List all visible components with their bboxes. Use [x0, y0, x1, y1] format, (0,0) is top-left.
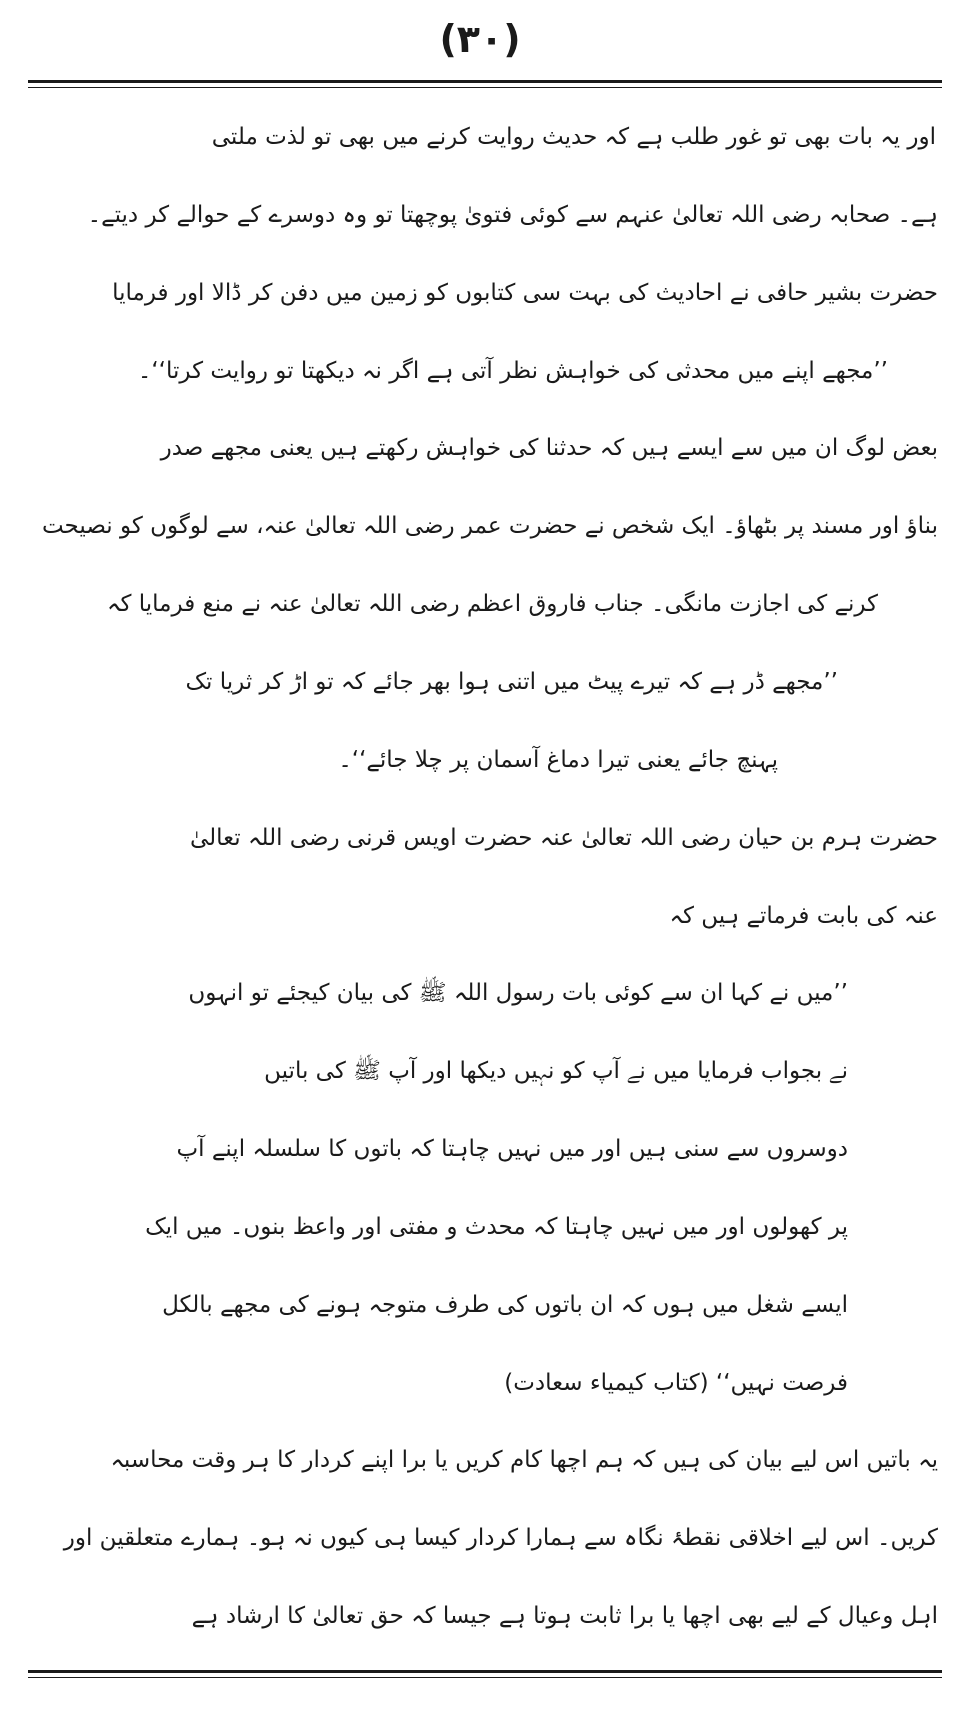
text-line: فرصت نہیں‘‘ (کتاب کیمیاء سعادت)	[504, 1370, 848, 1396]
text-line: کرنے کی اجازت مانگی۔ جناب فاروق اعظم رضی اللہ تعالیٰ عنہ نے منع فرمایا کہ	[107, 591, 878, 617]
text-line: نے بجواب فرمایا میں نے آپ کو نہیں دیکھا اور آپ ﷺ کی باتیں	[264, 1058, 848, 1084]
bottom-rule-thick	[28, 1670, 942, 1673]
text-line: اور یہ بات بھی تو غور طلب ہے کہ حدیث روایت کرنے میں بھی تو لذت ملتی	[211, 124, 936, 150]
text-line: دوسروں سے سنی ہیں اور میں نہیں چاہتا کہ باتوں کا سلسلہ اپنے آپ	[176, 1136, 848, 1162]
page-number: (۳۰)	[439, 17, 521, 61]
text-line: اہل وعیال کے لیے بھی اچھا یا برا ثابت ہوتا ہے جیسا کہ حق تعالیٰ کا ارشاد ہے	[191, 1603, 938, 1629]
text-line: ’’مجھے ڈر ہے کہ تیرے پیٹ میں اتنی ہوا بھر جائے کہ تو اڑ کر ثریا تک	[185, 669, 838, 695]
text-line: یہ باتیں اس لیے بیان کی ہیں کہ ہم اچھا کام کریں یا برا اپنے کردار کا ہر وقت محاسبہ	[110, 1447, 938, 1473]
text-line: بناؤ اور مسند پر بٹھاؤ۔ ایک شخص نے حضرت عمر رضی اللہ تعالیٰ عنہ، سے لوگوں کو نصیحت	[41, 513, 938, 539]
text-line: حضرت بشیر حافی نے احادیث کی بہت سی کتابوں کو زمین میں دفن کر ڈالا اور فرمایا	[112, 280, 938, 306]
text-line: ہے۔ صحابہ رضی اللہ تعالیٰ عنہم سے کوئی فتویٰ پوچھتا تو وہ دوسرے کے حوالے کر دیتے۔	[87, 202, 938, 228]
text-line: عنہ کی بابت فرماتے ہیں کہ	[669, 903, 938, 929]
text-line: پر کھولوں اور میں نہیں چاہتا کہ محدث و مفتی اور واعظ بنوں۔ میں ایک	[145, 1214, 848, 1240]
text-line: بعض لوگ ان میں سے ایسے ہیں کہ حدثنا کی خواہش رکھتے ہیں یعنی مجھے صدر	[160, 435, 938, 461]
bottom-rule-thin	[28, 1677, 942, 1678]
text-line: حضرت ہرم بن حیان رضی اللہ تعالیٰ عنہ حضرت اویس قرنی رضی اللہ تعالیٰ	[189, 825, 938, 851]
text-line: پہنچ جائے یعنی تیرا دماغ آسمان پر چلا جائے‘‘۔	[338, 747, 778, 773]
text-line: ’’مجھے اپنے میں محدثی کی خواہش نظر آتی ہے اگر نہ دیکھتا تو روایت کرتا‘‘۔	[137, 358, 888, 384]
text-line: ’’میں نے کہا ان سے کوئی بات رسول اللہ ﷺ کی بیان کیجئے تو انہوں	[188, 980, 848, 1006]
top-rule-thick	[28, 80, 942, 83]
text-line: کریں۔ اس لیے اخلاقی نقطۂ نگاہ سے ہمارا کردار کیسا ہی کیوں نہ ہو۔ ہمارے متعلقین اور	[63, 1525, 938, 1551]
text-line: ایسے شغل میں ہوں کہ ان باتوں کی طرف متوجہ ہونے کی مجھے بالکل	[162, 1292, 848, 1318]
top-rule-thin	[28, 87, 942, 88]
